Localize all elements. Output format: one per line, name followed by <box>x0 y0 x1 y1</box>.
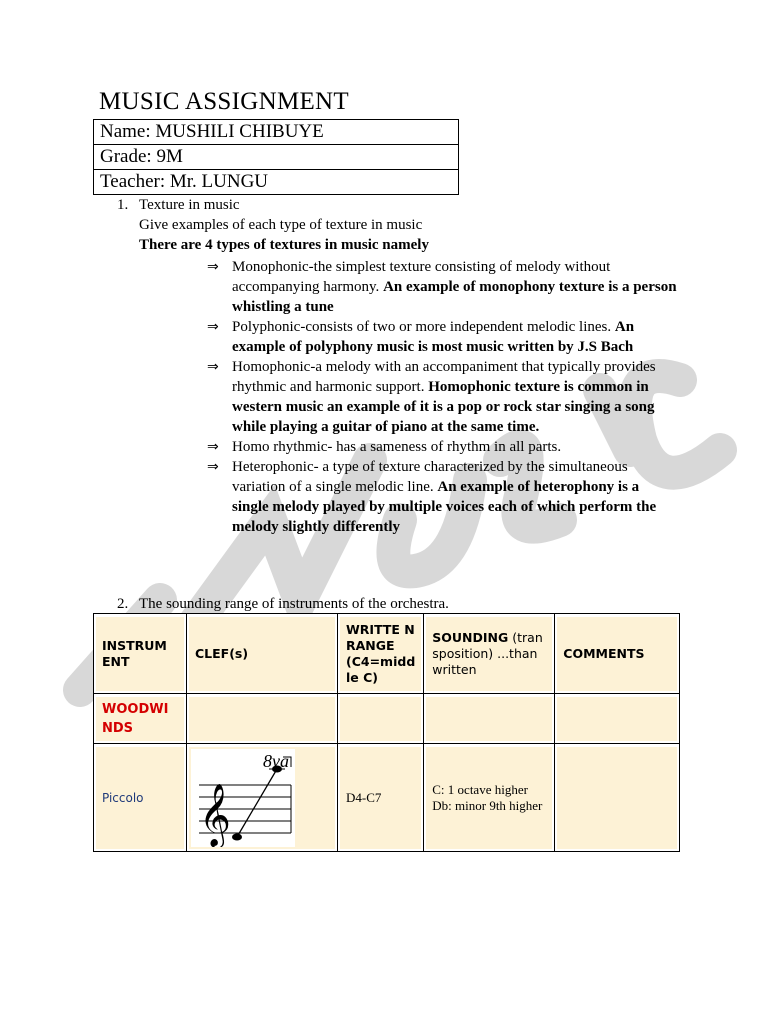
header-clef: CLEF(s) <box>189 617 335 691</box>
question-1-intro: There are 4 types of textures in music namely <box>139 237 429 253</box>
item-text: Monophonic-the simplest texture consisting of melody without accompanying harmony. <box>232 259 611 295</box>
instrument-range-table <box>93 613 680 852</box>
header-written-range: WRITTE N RANGE (C4=midd le C) <box>340 617 421 691</box>
header-comments: COMMENTS <box>557 617 677 691</box>
empty-cell <box>189 697 335 741</box>
item-text: Polyphonic-consists of two or more independent melodic lines. <box>232 319 615 335</box>
sounding-line-1: C: 1 octave higher <box>432 781 528 797</box>
student-teacher: Teacher: Mr. LUNGU <box>94 170 459 195</box>
page-title: MUSIC ASSIGNMENT <box>99 88 349 115</box>
question-2-number: 2. <box>117 596 129 612</box>
question-1-number: 1. <box>117 197 129 213</box>
table-row <box>94 744 680 852</box>
octave-mark: 8va <box>263 750 289 771</box>
item-text: Homophonic-a melody with an accompaniment that typically provides rhythmic and harmonic support. <box>232 359 656 395</box>
double-arrow-icon: ⇒ <box>207 459 219 475</box>
item-example: An example of heterophony is a single melody played by multiple voices each of which perform the melody slightly differently <box>232 479 657 535</box>
texture-list <box>207 257 677 537</box>
sounding-range <box>426 747 552 849</box>
instrument-name: Piccolo <box>96 747 184 849</box>
item-example: An example of polyphony music is most music written by J.S Bach <box>232 319 635 355</box>
empty-cell <box>426 697 552 741</box>
list-item <box>207 257 677 317</box>
clef-cell <box>189 747 335 849</box>
empty-cell <box>340 697 421 741</box>
item-example: An example of monophony texture is a person whistling a tune <box>232 279 677 315</box>
header-sounding-rest: (tran sposition) ...than written <box>432 629 543 677</box>
list-item <box>207 437 677 457</box>
item-text: Homo rhythmic- has a sameness of rhythm in all parts. <box>232 439 562 455</box>
comments-cell <box>557 747 677 849</box>
double-arrow-icon: ⇒ <box>207 439 219 455</box>
student-info-table <box>93 119 459 195</box>
empty-cell <box>557 697 677 741</box>
list-item <box>207 457 677 537</box>
double-arrow-icon: ⇒ <box>207 359 219 375</box>
header-sounding-bold: SOUNDING <box>432 629 509 645</box>
double-arrow-icon: ⇒ <box>207 319 219 335</box>
double-arrow-icon: ⇒ <box>207 259 219 275</box>
question-1-subtitle: Give examples of each type of texture in music <box>139 217 423 233</box>
list-item <box>207 317 677 357</box>
item-example: Homophonic texture is common in western music an example of it is a pop or rock star singing a song while playing a guitar of piano at the same time. <box>232 379 655 435</box>
header-instrument: INSTRUM ENT <box>96 617 184 691</box>
sounding-line-2: Db: minor 9th higher <box>432 797 543 813</box>
question-1-title: Texture in music <box>139 197 240 213</box>
treble-clef-staff-icon <box>191 749 295 847</box>
item-text: Heterophonic- a type of texture characterized by the simultaneous variation of a single melodic line. <box>232 459 628 495</box>
svg-text:𝄞: 𝄞 <box>199 782 231 846</box>
question-2-title: The sounding range of instruments of the orchestra. <box>139 596 449 612</box>
list-item <box>207 357 677 437</box>
written-range: D4-C7 <box>340 747 421 849</box>
student-grade: Grade: 9M <box>94 145 459 170</box>
section-woodwinds: WOODWI NDS <box>96 697 184 741</box>
student-name: Name: MUSHILI CHIBUYE <box>94 120 459 145</box>
header-sounding <box>426 617 552 691</box>
